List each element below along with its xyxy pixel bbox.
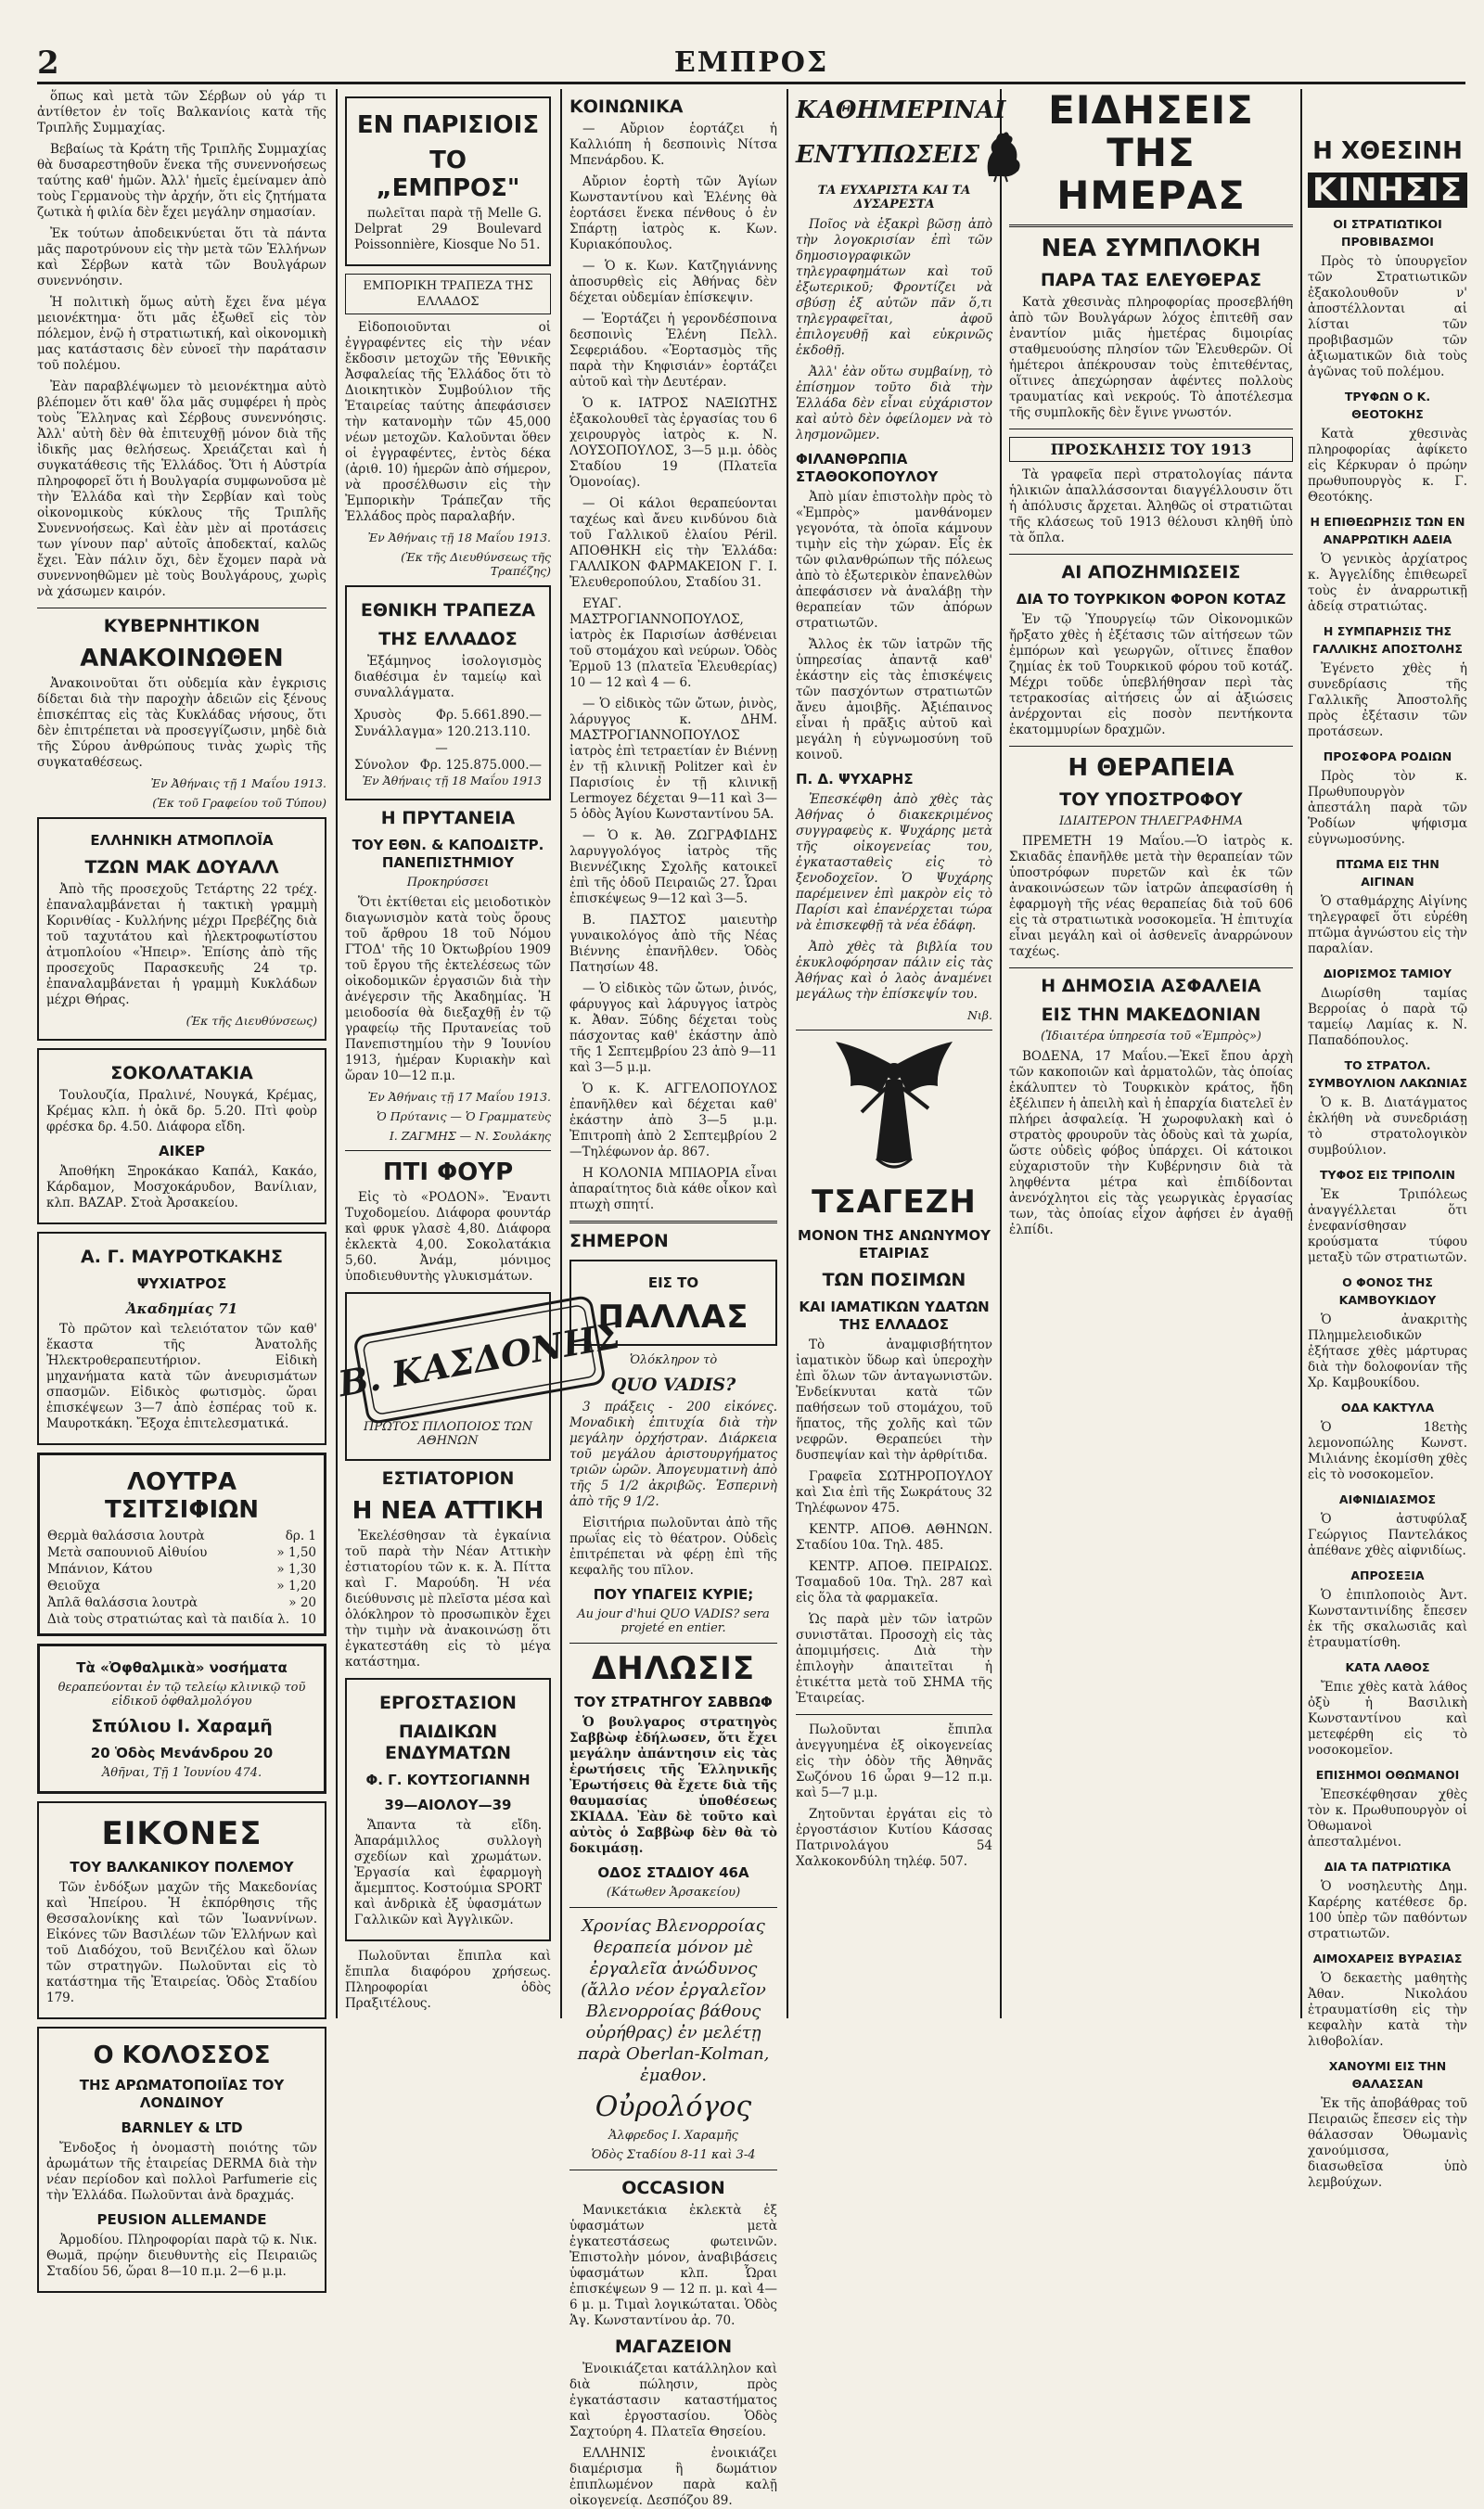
balance-row [354,757,542,774]
nbank-title-2: ΤΗΣ ΕΛΛΑΔΟΣ [378,629,518,649]
tsagezi-water-ad [796,1038,992,1707]
fact-title-2: ΠΑΙΔΙΚΩΝ ΕΝΔΥΜΑΤΩΝ [385,1722,511,1763]
steam-text: Ἀπὸ τῆς προσεχοῦς Τετάρτης 22 τρέχ. ἐπαναλαμβάνεται ἡ τακτικὴ γραμμὴ Κορινθίας - Κυλλήνης μέχρι Πρεβέζης διὰ τοῦ ταχυτάτου καὶ ἠλεκτροφωτίστου ἀτμοπλοίου «Ἠπειρ». Ἐπίσης ἀπὸ τῆς προσεχοῦς Παρασκευῆς 24 τρ. ἐπαναλαμβάνεται ἡ γραμμὴ Κυκλάδων μέχρι Θήρας. [46,882,317,1007]
compensation-title: ΑΙ ΑΠΟΖΗΜΙΩΣΕΙΣ [1061,562,1241,582]
divider [345,1150,551,1151]
perfume-ad [37,2027,326,2293]
gov-title-2: ΑΝΑΚΟΙΝΩΘΕΝ [80,645,284,672]
news-item-text: Ἐπεσκέφθησαν χθὲς τὸν κ. Πρωθυπουργὸν οἱ Ὀθωμανοὶ ἀπεσταλμένοι. [1308,1787,1467,1850]
paragraph: ὅπως καὶ μετὰ τῶν Σέρβων οὐ γάρ τι ἀντίθετον ἐν τοῖς Βαλκανίοις κατὰ τῆς Τριπλῆς Συμμαχίας. [37,89,326,135]
baths-ad [37,1453,326,1636]
news-item [1308,2057,1467,2191]
clash-title: ΝΕΑ ΣΥΜΠΛΟΚΗ [1041,235,1261,262]
gov-signature-2: (Ἐκ τοῦ Γραφείου τοῦ Τύπου) [152,796,326,810]
tsagezi-row: Γραφεῖα ΣΩΤΗΡΟΠΟΥΛΟΥ καὶ Σια ἐπὶ τῆς Σωκράτους 32 Τηλέφωνον 475. [796,1469,992,1516]
aiker-title: ΑΙΚΕΡ [158,1143,206,1159]
pryt-signature: Ἐν Ἀθήναις τῇ 17 Μαΐου 1913. [367,1090,551,1104]
social-item: ΕΥΑΓ. ΜΑΣΤΡΟΓΙΑΝΝΟΠΟΥΛΟΣ, ἰατρὸς ἐκ Παρισίων ἀσθένειαι τοῦ στομάχου καὶ νεύρων. Ὁδὸς Ἑρμοῦ 13 (πλατεῖα Ἐλευθερίας) 10 — 12 καὶ 4 — 6. [569,596,777,690]
bank-title: ΕΜΠΟΡΙΚΗ ΤΡΑΠΕΖΑ ΤΗΣ ΕΛΛΑΔΟΣ [345,274,551,314]
news-item-title: ΤΥΦΟΣ ΕΙΣ ΤΡΙΠΟΛΙΝ [1319,1168,1455,1182]
dentist-title: Α. Γ. ΜΑΥΡΟΤΚΑΚΗΣ [81,1247,283,1267]
pryt-title-2: ΤΟΥ ΕΘΝ. & ΚΑΠΟΔΙΣΤΡ. ΠΑΝΕΠΙΣΤΗΜΙΟΥ [352,837,544,871]
therapy-text: ΠΡΕΜΕΤΗ 19 Μαΐου.—Ὁ ἰατρὸς κ. Σκιαδᾶς ἐπανῆλθε μετὰ τὴν θεραπείαν τῶν ὑποστρόφων πυρετῶν καὶ ἐκ τῶν ἀνακοινώσεων τῶν ἰατρῶν ἀπεφασίσθη ἡ ἐφαρμογὴ τῆς νέας θεραπείας διὰ τοῦ 606 εἰς τὰ στρατιωτικὰ νοσοκομεῖα. Ἡ ἐπιτυχία εἶναι μεγάλη καὶ οἱ ἀσθενεῖς ἀναρρώνουν ταχέως. [1009,834,1293,959]
divider [1009,224,1293,227]
news-item-text: Ἔπιε χθὲς κατὰ λάθος ὀξὺ ἡ Βασιλικὴ Κωνσταντίνου καὶ μετεφέρθη εἰς τὸ νοσοκομεῖον. [1308,1680,1467,1758]
divider [569,1907,777,1908]
paragraph: Ἐκ τούτων ἀποδεικνύεται ὅτι τὰ πάντα μᾶς παροτρύνουν εἰς τὴν μετὰ τῶν Ἑλλήνων καὶ Σέρβων κατὰ τῶν Βουλγάρων συνεννόησιν. [37,226,326,288]
news-item-title: ΑΙΦΝΙΔΙΑΣΜΟΣ [1338,1492,1437,1506]
colossus-title: Ο ΚΟΛΟΣΣΟΣ [93,2042,271,2069]
security-title: Η ΔΗΜΟΣΙΑ ΑΣΦΑΛΕΙΑ [1041,976,1261,996]
pictures-title: ΕΙΚΟΝΕΣ [101,1815,262,1852]
four-title: ΠΤΙ ΦΟΥΡ [382,1158,514,1186]
news-item-text: Ἐγένετο χθὲς ἡ συνεδρίασις τῆς Γαλλικῆς Ἀποστολῆς πρὸς ἐξέτασιν τῶν προτάσεων. [1308,661,1467,739]
social-item: — Ὁ κ. Κων. Κατζηγιάννης ἀποσυρθεὶς εἰς Ἀθήνας δὲν δέχεται οὐδεμίαν ἐπίσκεψιν. [569,259,777,305]
gov-signature: Ἐν Ἀθήναις τῇ 1 Μαΐου 1913. [150,776,326,790]
paragraph: Βεβαίως τὰ Κράτη τῆς Τριπλῆς Συμμαχίας θὰ δυσαρεστηθοῦν ἕνεκα τῆς συνεννοήσεως ταύτης καθ' ἡμῶν. Ἀλλ' ἡμεῖς ἐμείναμεν ἀπὸ τοὺς Γερμανοὺς τὴν ἀρχήν, ὅτι εἰς ζητήματα ζωτικὰ ἡ φιλία δὲν ἔχει μεγάλην σημασίαν. [37,142,326,220]
news-item [1308,513,1467,615]
urologist-name: Ἀλφρεδος Ι. Χαραμῆς [608,2129,738,2143]
rest-title-2: Η ΝΕΑ ΑΤΤΙΚΗ [352,1497,544,1525]
kasdonis-stamp-logo [335,1309,624,1411]
pallas-title: ΠΑΛΛΑΣ [597,1299,749,1336]
news-item-text: Ὁ 18ετὴς λεμονοπώλης Κωνστ. Μιλιάνης ἐκομίσθη χθὲς εἰς τὸ νοσοκομεῖον. [1308,1420,1467,1482]
aiker-text: Ἀποθήκη Ξηροκάκαο Καπάλ, Κακάο, Κάρδαμον, Μοσχοκάρυδον, Βανίλιαν, κλπ. ΒΑΖΑΡ. Στοὰ Ἀρσακείου. [46,1164,317,1210]
decl-address-2: (Κάτωθεν Ἀρσακείου) [606,1886,741,1900]
bank-text: Εἰδοποιοῦνται οἱ ἐγγραφέντες εἰς τὴν νέαν ἔκδοσιν μετοχῶν τῆς Ἐθνικῆς Ἀσφαλείας τῆς Ἑλλάδος ὅτι τὸ Διοικητικὸν Συμβούλιον τῆς Ἑταιρείας ταύτης ἀπεφάσισεν τὴν κατανομὴν τῶν 45,000 νέων μετοχῶν. Καλοῦνται ὅθεν οἱ ἐγγραφέντες, ἐντὸς δέκα (ἀριθ. 10) ἡμερῶν ἀπὸ σήμερον, νὰ προσέλθωσιν εἰς τὴν Ἐμπορικὴν Τράπεζαν τῆς Ἑλλάδος πρὸς παραλαβήν. [345,320,551,524]
news-item-text: Ἐκ τῆς ἀποβάθρας τοῦ Πειραιῶς ἔπεσεν εἰς τὴν θάλασσαν Ὀθωμανὶς χανούμισσα, διασωθεῖσα ὑπὸ λεμβούχων. [1308,2096,1467,2190]
pryt-subtitle: Προκηρύσσει [406,876,490,890]
divider [1009,554,1293,555]
news-item-title: ΑΙΜΟΧΑΡΕΙΣ ΒΥΡΑΣΙΑΣ [1312,1952,1463,1965]
social-item: Β. ΠΑΣΤΟΣ μαιευτὴρ γυναικολόγος ἀπὸ τῆς Νέας Βιέννης ἐπανῆλθεν. Ὁδὸς Πατησίων 48. [569,913,777,975]
occasion-text: Μανικετάκια ἐκλεκτὰ ἐξ ὑφασμάτων μετὰ ἐγκατεστάσεως φωτεινῶν. Ἐπιστολὴν μόνον, ἀναβιβάσεις ὑφασμάτων κλπ. Ὧραι ἐπισκέψεων 9 — 12 π. μ. καὶ 4—6 μ. μ. Τιμαὶ λογικώταται. Ὁδὸς Ἁγ. Κωνσταντίνου ἀρ. 70. [569,2203,777,2328]
daily-banner: ΚΑΘΗΜΕΡΙΝΑΙ [796,96,1006,124]
impressions-paragraph: Ἀλλ' ἐὰν οὕτω συμβαίνῃ, τὸ ἐπίσημον τοῦτο διὰ τὴν Ἑλλάδα δὲν εἶναι εὐχάριστον καὶ αὐτὸ δὲν ὀφείλομεν νὰ τὸ λησμονῶμεν. [796,365,992,442]
store-text-2: ΕΛΛΗΝΙΣ ἐνοικιάζει διαμέρισμα ἢ δωμάτιον ἐπιπλωμένον παρὰ καλῇ οἰκογενείᾳ. Δεσπόζου 89. [569,2446,777,2508]
news-item-title: ΔΙΟΡΙΣΜΟΣ ΤΑΜΙΟΥ [1323,966,1452,980]
store-title: ΜΑΓΑΖΕΙΟΝ [614,2336,733,2357]
call-title: ΠΡΟΣΚΛΗΣΙΣ ΤΟΥ 1913 [1009,437,1293,462]
fact-title-3: Φ. Γ. ΚΟΥΤΣΟΓΙΑΝΝΗ [365,1772,531,1788]
news-item-title: Η ΣΥΜΠΑΡΗΣΙΣ ΤΗΣ ΓΑΛΛΙΚΗΣ ΑΠΟΣΤΟΛΗΣ [1312,624,1463,656]
price-value: » 1,30 [276,1562,316,1577]
divider [569,1221,777,1223]
stamp-subtitle: ΠΡΩΤΟΣ ΠΙΛΟΠΟΙΟΣ ΤΩΝ ΑΘΗΝΩΝ [364,1420,532,1448]
social-item: — Ὁ εἰδικὸς τῶν ὤτων, ῥινὸς, λάρυγγος κ. ΔΗΜ. ΜΑΣΤΡΟΓΙΑΝΝΟΠΟΥΛΟΣ ἰατρὸς ἐπὶ τετραετίαν ἐν Βιέννῃ ἐν τῇ κλινικῇ Politzer καὶ ἐν Παρισίοις ἐν τῇ κλινικῇ Lermoyez δέχεται 9—11 καὶ 3—5 ὁδὸς Ἁγίου Κωνσταντίνου 5Α. [569,697,777,822]
paris-ad [345,96,551,266]
price-name: Μπάνιον, Κάτου [47,1562,153,1577]
news-item-text: Ὁ σταθμάρχης Αἰγίνης τηλεγραφεῖ ὅτι εὑρέθη πτῶμα ἀγνώστου εἰς τὴν παραλίαν. [1308,894,1467,956]
nbank-title: ΕΘΝΙΚΗ ΤΡΑΠΕΖΑ [360,600,536,621]
social-item: Η ΚΟΛΟΝΙΑ ΜΠΙΑΟΡΙΑ εἶναι ἀπαραίτητος διὰ κάθε οἶκον καὶ πτωχὴ σπητί. [569,1166,777,1212]
news-item-text: Ὁ γενικὸς ἀρχίατρος κ. Ἀγγελίδης ἐπιθεωρεῖ τοὺς ἐν ἀναρρωτικῇ ἀδείᾳ στρατιώτας. [1308,552,1467,614]
compensation-text: Ἐν τῷ Ὑπουργείῳ τῶν Οἰκονομικῶν ἤρξατο χθὲς ἡ ἐξέτασις τῶν αἰτήσεων τῶν ἐμπόρων καὶ γεωργῶν, οἵτινες ἔπαθον ζημίας ἐκ τοῦ Τουρκικοῦ φόρου τοῦ κοτάζ. Μέχρι τοῦδε ὑπεβλήθησαν περὶ τὰς τετρακοσίας αἰτήσεις ὧν αἱ ἀξιώσεις ἀνέρχονται εἰς ποσὸν πεντήκοντα ἑκατομμυρίων δραχμῶν. [1009,612,1293,737]
pallas-pre: ΕΙΣ ΤΟ [647,1274,699,1291]
store-ad [569,2336,777,2509]
column-3 [569,89,777,2508]
news-item-title: Ο ΦΟΝΟΣ ΤΗΣ ΚΑΜΒΟΥΚΙΔΟΥ [1338,1275,1437,1307]
news-item-text: Πρὸς τὸ ὑπουργεῖον τῶν Στρατιωτικῶν ἐξακολουθοῦν ν' ἀποστέλλονται αἱ λίσται τῶν προβιβασμῶν τῶν ἀξιωματικῶν διὰ τοὺς ἀγῶνας τοῦ πολέμου. [1308,254,1467,379]
stamp-name: Β. ΚΑΣΔΟΝΗΣ [335,1313,624,1405]
price-value: δρ. 1 [285,1529,316,1543]
balance-row [354,723,542,757]
pryt-text: Ὅτι ἐκτίθεται εἰς μειοδοτικὸν διαγωνισμὸν κατὰ τοὺς ὅρους τοῦ ἄρθρου 18 τοῦ Νόμου ΓΤΟΔ' τῆς 10 Ὀκτωβρίου 1909 τοῦ ἔργου τῆς ἐκτελέσεως τῶν οἰκοδομικῶν ἐργασιῶν διὰ τὴν ἀνέγερσιν τῆς Ἀκαδημίας. Ἡ μειοδοσία θὰ διεξαχθῇ ἐν τῷ γραφείῳ τῆς Πρυτανείας τοῦ Πανεπιστημίου τὴν 9 Ἰουνίου 1913, ἡμέραν Κυριακὴν καὶ ὥραν 10—12 π.μ. [345,895,551,1083]
pallas-theatre-ad [569,1231,777,1635]
price-name: Θειοῦχα [47,1579,100,1594]
security-title-2: ΕΙΣ ΤΗΝ ΜΑΚΕΔΟΝΙΑΝ [1041,1005,1261,1025]
steamship-ad [37,817,326,1041]
security-text: ΒΟΔΕΝΑ, 17 Μαΐου.—Ἐκεῖ ἔπου ἀρχὴ τῶν κακοποιῶν καὶ ἀρματολῶν, τὰς ὁποίας ἐκάλυπτεν τὸ Τουρκικὸν κράτος, ἤδη ἐξέλιπεν ἡ ἀπειλὴ καὶ ἡ ἐπαρχία διατελεῖ ἐν πλήρει ἀσφαλείᾳ. Ἡ χωροφυλακὴ καὶ ὁ στρατὸς φρουροῦν τὰς ὁδοὺς καὶ τὰ χωρία, ὥστε οὐδεὶς φόβος ὑπάρχει. Οἱ κάτοικοι εὐχαριστοῦν τὴν Κυβέρνησιν διὰ τὰ ληφθέντα μέτρα καὶ ἐπιδίδονται ἀνενόχλητοι εἰς τὰς γεωργικὰς ἐργασίας των, τὰς ὁποίας εἶχον ἀφήσει ἐν ἀγαθῇ ἐλπίδι. [1009,1049,1293,1237]
tsagezi-title-3: ΤΩΝ ΠΟΣΙΜΩΝ [822,1270,966,1290]
news-item-title: ΟΔΑ ΚΑΚΤΥΛΑ [1340,1401,1435,1415]
balance-value: » 120.213.110.— [435,724,531,756]
news-item [1308,748,1467,848]
news-banner: ΕΙΔΗΣΕΙΣ ΤΗΣ ΗΜΕΡΑΣ [1048,87,1254,218]
colossus-text: Ἔνδοξος ἡ ὀνομαστὴ ποιότης τῶν ἀρωμάτων τῆς ἑταιρείας DERMA διὰ τὴν νέαν περίοδον καὶ πολλοὶ Parfumerie εἰς τὴν Ἑλλάδα. Πωλοῦνται ἀνὰ δραχμάς. [46,2141,317,2203]
paragraph: Ἐὰν παραβλέψωμεν τὸ μειονέκτημα αὐτὸ βλέπομεν ὅτι καθ' ὅλα μᾶς συμφέρει ἡ πρὸς τοὺς Ἕλληνας καὶ Σέρβους συνεννόησις. Ἀλλ' αὐτὴ δὲν θὰ ἐπιτευχθῇ μόνον διὰ τῆς ἰδικῆς μας θελήσεως. Χρειάζεται καὶ ἡ συγκατάθεσις τῆς Ἑλλάδος. Ὅτι ἡ Αὐστρία πληροφορεῖ ὅτι ἡ Βουλγαρία συμφωνοῦσα μὲ τὴν Ἑλλάδα καὶ τὴν Σερβίαν καὶ τοὺς οἰκονομικοὺς κύκλους τῆς Τριπλῆς Συνεννοήσεως. Καὶ ἐὰν μὲν αἱ προτάσεις των γίνουν παρ' αὐτοῖς ἀποδεκταί, καλῶς ἔχει. Ἐὰν πάλιν ὄχι, δὲν ἔχομεν παρὰ νὰ συνεννοηθῶμεν μὲ τοὺς Βουλγάρους, χωρὶς νὰ χάσωμεν καιρόν. [37,379,326,599]
column-rule [1000,89,1002,2018]
bank-signature: Ἐν Ἀθήναις τῇ 18 Μαΐου 1913. [367,531,551,544]
social-item: Αὔριον ἑορτὴ τῶν Ἁγίων Κωνσταντίνου καὶ Ἑλένης θὰ ἑορτάσει ἕνεκα πένθους ὁ ἐν Σπάρτῃ ἰατρὸς κ. Κων. Κυριακόπουλος. [569,174,777,252]
pictures-ad [37,1801,326,2019]
social-item: — Οἱ κάλοι θεραπεύονται ταχέως καὶ ἄνευ κινδύνου διὰ τοῦ Γαλλικοῦ ἐλαίου Péril. ΑΠΟΘΗΚΗ εἰς τὴν Ἑλλάδα: ΓΑΛΛΙΚΟΝ ΦΑΡΜΑΚΕΙΟΝ Γ. Ι. Ἐλευθεροπούλου, Σταδίου 31. [569,496,777,590]
news-item [1308,1274,1467,1391]
social-item: — Ὁ εἰδικὸς τῶν ὤτων, ῥινός, φάρυγγος καὶ λάρυγγος ἰατρὸς κ. Ἀθαν. Ξύδης δέχεται τοὺς πάσχοντας καθ' ἑκάστην ἀπὸ τῆς 1 Σεπτεμβρίου 23 ἀπὸ 9—11 καὶ 3—5 μ.μ. [569,981,777,1075]
baths-title: ΛΟΥΤΡΑ ΤΣΙΤΣΙΦΙΩΝ [105,1468,259,1524]
brand-text: Ἀρμοδίου. Πληροφορίαι παρὰ τῷ κ. Νικ. Θωμᾶ, πρῴην διευθυντὴς εἰς Πειραιῶς Σταδίου 56, ὥραι 8—10 π.μ. 2—6 μ.μ. [46,2233,317,2279]
compensation-title-2: ΔΙΑ ΤΟ ΤΟΥΡΚΙΚΟΝ ΦΟΡΟΝ ΚΟΤΑΖ [1016,591,1286,608]
column-5 [1009,89,1293,2018]
classified-text: Πωλοῦνται ἔπιπλα ἀνεγγυημένα ἐξ οἰκογενείας εἰς τὴν ὁδὸν τῆς Ἀθηνᾶς Σωζόνου 16 ὧραι 9—12 π.μ. καὶ 5—7 μ.μ. [796,1722,992,1800]
urologist-ad [569,1915,777,2162]
choc-text: Τουλουζία, Πραλινέ, Νουγκά, Κρέμας, Κρέμας κλπ. ἡ ὀκᾶ δρ. 5.20. Πτὶ φοὺρ φρέσκα δρ. 4.50. Διάφορα εἴδη. [46,1088,317,1134]
colossus-title-3: BARNLEY & LTD [121,2119,243,2136]
pallas-question: ΠΟΥ ΥΠΑΓΕΙΣ ΚΥΡΙΕ; [593,1586,754,1603]
news-item-title: ΑΠΡΟΣΕΞΙΑ [1350,1568,1425,1582]
price-value: » 1,20 [276,1579,316,1594]
choc-title: ΣΟΚΟΛΑΤΑΚΙΑ [110,1063,253,1083]
rest-text: Ἐκελέσθησαν τὰ ἐγκαίνια τοῦ παρὰ τὴν Νέαν Αττικὴν ἐστιατορίου τῶν κ. κ. Ἀ. Πίττα καὶ Γ. Μαρούδη. Ἡ νέα διεύθυνσις μὲ πλεῖστα μέσα καὶ ὁλόκληρον τὸ προσωπικὸν ἔχει τὴν τιμὴν νὰ ἀνακοινώσῃ ὅτι ἐγκατεστάθη εἰς τὸ μέγα κατάστημα. [345,1529,551,1670]
fact-address: 39—ΑΙΟΛΟΥ—39 [384,1797,512,1813]
impressions-header [796,128,992,182]
eye-signature: Ἀθῆναι, Τῇ 1 Ἰουνίου 474. [101,1766,262,1780]
news-item [1308,965,1467,1049]
psycharis-title: Π. Δ. ΨΥΧΑΡΗΣ [796,771,914,787]
news-item [1308,855,1467,957]
news-item [1308,1858,1467,1942]
decl-address: ΟΔΟΣ ΣΤΑΔΙΟΥ 46Α [597,1864,749,1881]
clothing-factory-ad [345,1678,551,1941]
balance-name: Σύνολον [354,758,409,773]
news-item-text: Κατὰ χθεσινὰς πληροφορίας ἀφίκετο εἰς Κέρκυραν ὁ πρώην πρωθυπουργὸς κ. Γ. Θεοτόκης. [1308,427,1467,505]
movement-title-2: ΚΙΝΗΣΙΣ [1308,173,1467,208]
pictures-title-2: ΤΟΥ ΒΑΛΚΑΝΙΚΟΥ ΠΟΛΕΜΟΥ [70,1859,294,1875]
divider [1009,967,1293,968]
price-row [47,1561,316,1578]
news-item-text: Ὁ δεκαετὴς μαθητὴς Ἀθαν. Νικολάου ἐτραυματίσθη εἰς τὴν κεφαλὴν κατὰ τὴν λιθοβολίαν. [1308,1971,1467,2049]
tsagezi-row: ΚΕΝΤΡ. ΑΠΟΘ. ΑΘΗΝΩΝ. Σταδίου 10α. Τηλ. 485. [796,1522,992,1553]
price-row [47,1594,316,1611]
pryt-title: Η ΠΡΥΤΑΝΕΙΑ [380,808,516,828]
column-6 [1308,89,1467,2190]
divider [796,1714,992,1715]
column-rule [1300,89,1302,2018]
brand-name: PEUSION ALLEMANDE [96,2211,267,2228]
price-value: 10 [300,1612,316,1627]
news-item-title: ΧΑΝΟΥΜΙ ΕΙΣ ΤΗΝ ΘΑΛΑΣΣΑΝ [1328,2059,1447,2091]
price-name: Θερμὰ θαλάσσια λουτρὰ [47,1529,205,1543]
therapy-subtitle: ΙΔΙΑΙΤΕΡΟΝ ΤΗΛΕΓΡΑΦΗΜΑ [1059,814,1243,828]
social-item: Ὁ κ. ΙΑΤΡΟΣ ΝΑΞΙΩΤΗΣ ἐξακολουθεῖ τὰς ἐργασίας του 6 χειρουργὸς ἰατρὸς κ. Ν. ΛΟΥΣΟΠΟΥΛΟΣ, 3—5 μ.μ. ὁδὸς Σταδίου 19 (Πλατεῖα Ὁμονοίας). [569,396,777,490]
news-item-title: ΤΟ ΣΤΡΑΤΟΛ. ΣΥΜΒΟΥΛΙΟΝ ΛΑΚΩΝΙΑΣ [1308,1058,1467,1090]
occasion-ad [569,2178,777,2329]
eye-address: 20 Ὁδὸς Μενάνδρου 20 [90,1745,274,1761]
decl-title: ΔΗΛΩΣΙΣ [591,1650,756,1687]
rest-title: ΕΣΤΙΑΤΟΡΙΟΝ [381,1468,515,1489]
hatmaker-ad [335,1292,624,1461]
urologist-title: Οὐρολόγος [595,2091,752,2123]
column-rule [560,89,562,2018]
column-1 [37,89,326,2279]
news-item-text: Διωρίσθη ταμίας Βερροίας ὁ παρὰ τῷ ταμείῳ Λαμίας κ. Ν. Παπαδόπουλος. [1308,986,1467,1048]
balance-value: Φρ. 5.661.890.— [435,708,542,723]
gov-title: ΚΥΒΕΡΝΗΤΙΚΟΝ [103,616,261,636]
gov-text: Ἀνακοινοῦται ὅτι οὐδεμία κὰν ἐγκρισις δίδεται διὰ τὴν παροχὴν ἀδειῶν εἰς ξένους ἐπισκέπτας εἰς τὰς Κυκλάδας νήσους, ὅτι δὲν ἐπιτρέπεται νὰ προσεγγίζωσιν, μηδὲ διὰ τῆς Σύρου ἀνθρώπους τινὰς χωρὶς τῆς συγκαταθέσεως. [37,676,326,770]
news-item [1308,622,1467,740]
tsagezi-title-4: ΚΑΙ ΙΑΜΑΤΙΚΩΝ ΥΔΑΤΩΝ ΤΗΣ ΕΛΛΑΔΟΣ [799,1299,990,1333]
masthead [37,45,1465,84]
decl-title-2: ΤΟΥ ΣΤΡΑΤΗΓΟΥ ΣΑΒΒΩΦ [574,1694,773,1710]
clash-title-2: ΠΑΡΑ ΤΑΣ ΕΛΕΥΘΕΡΑΣ [1040,270,1262,290]
nbank-signature: Ἐν Ἀθήναις τῇ 18 Μαΐου 1913 [362,774,542,787]
news-item-text: Ὁ νοσηλευτὴς Δημ. Καρέρης κατέθεσε δρ. 100 ὑπὲρ τῶν παθόντων στρατιωτῶν. [1308,1879,1467,1941]
page-number: 2 [37,45,59,82]
urologist-address: Ὁδὸς Σταδίου 8-11 καὶ 3-4 [591,2148,756,2162]
today-title: ΣΗΜΕΡΟΝ [569,1231,669,1251]
philanthropy-title: ΦΙΛΑΝΘΡΩΠΙΑ ΣΤΑΘΟΚΟΠΟΥΛΟΥ [796,451,939,485]
social-title: ΚΟΙΝΩΝΙΚΑ [569,96,684,117]
chocolate-ad [37,1048,326,1224]
gov-announcement [37,616,326,810]
classified-text: Ζητοῦνται ἐργάται εἰς τὸ ἐργοστάσιον Κυτίου Κάσσας Πατρινολάγου 54 Χαλκοκονδύλη τηλέφ. 507. [796,1807,992,1869]
news-item [1308,1166,1467,1266]
winged-angel-illustration [825,1038,964,1177]
news-item-text: Πρὸς τὸν κ. Πρωθυπουργὸν ἀπεστάλη παρὰ τῶν Ῥοδίων ψήφισμα εὐγνωμοσύνης. [1308,769,1467,847]
nbank-text: Ἐξάμηνος ἰσολογισμὸς διαθέσιμα ἐν ταμείῳ καὶ συναλλάγματα. [354,654,542,700]
news-item-title: ΠΤΩΜΑ ΕΙΣ ΤΗΝ ΑΙΓΙΝΑΝ [1336,857,1439,889]
philanthropy-paragraph: Ἀπὸ μίαν ἐπιστολὴν πρὸς τὸ «Ἐμπρὸς» μανθάνομεν γεγονότα, τὰ ὁποῖα κάμνουν τιμὴν εἰς τὴν χώραν. Εἷς ἐκ τῶν φιλανθρώπων τῆς πόλεως ἀπὸ τὸ ἐξωτερικὸν ἐπανελθὼν ἀπεφάσισεν νὰ ἀναλάβῃ τὴν θεραπείαν τῶν ἀπόρων στρατιωτῶν. [796,490,992,631]
tsagezi-text: Τὸ ἀναμφισβήτητον ἰαματικὸν ὕδωρ καὶ ὑπεροχὴν ἐπὶ ὅλων τῶν ἀνταγωνιστῶν. Ἐνδείκνυται κατὰ τῶν παθήσεων τοῦ στομάχου, τοῦ ἥπατος, τῆς χολῆς καὶ τῶν νεφρῶν. Θεραπεύει τὴν δυσπεψίαν καὶ τὴν ἀρθρίτιδα. [796,1338,992,1463]
price-row [47,1528,316,1544]
news-item-title: Η ΕΠΙΘΕΩΡΗΣΙΣ ΤΩΝ ΕΝ ΑΝΑΡΡΩΤΙΚΗ ΑΔΕΙΑ [1310,515,1465,546]
tsagezi-text-2: Ὡς παρὰ μὲν τῶν ἰατρῶν συνιστᾶται. Προσοχὴ εἰς τὰς ἀπομιμήσεις. Διὰ τὴν ἐπιλογὴν ἀπαιτεῖται ἡ ἐτικέττα μετὰ τοῦ ΣΗΜΑ τῆς Ἐταιρείας. [796,1612,992,1706]
balance-name: Συνάλλαγμα [354,724,436,739]
price-value: » 20 [288,1595,316,1610]
impressions-subtitle: ΤΑ ΕΥΧΑΡΙΣΤΑ ΚΑΙ ΤΑ ΔΥΣΑΡΕΣΤΑ [817,184,971,211]
steam-title-2: ΤΖΩΝ ΜΑΚ ΔΟΥΑΛΛ [84,857,279,877]
clash-text: Κατὰ χθεσινὰς πληροφορίας προσεβλήθη ἀπὸ τῶν Βουλγάρων λόχος ἐπιτεθῆ σαν ἐναντίον μιᾶς ἡμετέρας διμοιρίας σταθμευούσης πλησίον τῶν Ἐλευθερῶν. Οἱ ἡμέτεροι ἀπέκρουσαν τοὺς ἐπιτεθέντας, οἵτινες ἀπεχώρησαν ἀφέντες πολλοὺς τραυματίας καὶ νεκρούς. Τὸ ἀποτέλεσμα τῆς συμπλοκῆς δὲν ἔγινε γνωστόν. [1009,295,1293,420]
news-item [1308,1658,1467,1759]
price-name: Μετὰ σαπουνιοῦ Αἰθυίου [47,1545,208,1560]
newspaper-title: ΕΜΠΡΟΣ [673,46,829,79]
news-item [1308,1056,1467,1158]
pallas-subtitle: Ὁλόκληρον τὸ [629,1353,718,1367]
steam-signature: (Ἐκ τῆς Διευθύνσεως) [186,1014,317,1028]
news-item-title: ΤΡΥΦΩΝ Ο Κ. ΘΕΟΤΟΚΗΣ [1344,390,1431,421]
price-row [47,1578,316,1594]
bank-signature-2: (Ἐκ τῆς Διευθύνσεως τῆς Τραπέζης) [401,550,551,578]
price-value: » 1,50 [276,1545,316,1560]
philanthropy-paragraph: Ἄλλος ἐκ τῶν ἰατρῶν τῆς ὑπηρεσίας ἀπαντᾷ καθ' ἑκάστην εἰς τὰς ἐπισκέψεις τῶν πασχόντων στρατιωτῶν ἄνευ ἀμοιβῆς. Ἀξιέπαινος εἶναι ἡ πρᾶξις αὐτοῦ καὶ μεγάλη ἡ εὐγνωμοσύνη τοῦ κοινοῦ. [796,637,992,762]
four-text: Εἰς τὸ «ΡΟΔΟΝ». Ἔναντι Τυχοδομείου. Διάφορα φουντάρ καὶ φρυκ γλασὲ 4,80. Διάφορα ἐκλεκτὰ 4,00. Σοκολατάκια 5,60. Ἀνάμ, μόνιμος ὑποδιευθυντὴς γλυκισμάτων. [345,1190,551,1284]
news-item-title: ΟΙ ΣΤΡΑΤΙΩΤΙΚΟΙ ΠΡΟΒΙΒΑΣΜΟΙ [1333,217,1442,249]
store-text: Ἐνοικιάζεται κατάλληλον καὶ διὰ πώλησιν, πρὸς ἐγκατάστασιν καταστήματος καὶ ἐργοστασίου. Ὁδὸς Σαχτούρη 4. Πλατεῖα Θησείου. [569,2362,777,2439]
pallas-box [569,1260,777,1346]
colossus-title-2: ΤΗΣ ΑΡΩΜΑΤΟΠΟΙΪΑΣ ΤΟΥ ΛΟΝΔΙΝΟΥ [79,2077,285,2111]
eye-title: Τὰ «Ὀφθαλμικὰ» νοσήματα [76,1659,288,1676]
impressions-title: ΕΝΤΥΠΩΣΕΙΣ [796,141,979,169]
column-4 [796,89,1006,2018]
psycharis-paragraph: Ἀπὸ χθὲς τὰ βιβλία του ἐκυκλοφόρησαν πάλιν εἰς τὰς Ἀθήνας καὶ ὁ λαὸς ἀναμένει μεγάλως τὴν ἐπίσκεψίν του. [796,940,992,1002]
divider [1009,746,1293,747]
news-item [1308,388,1467,506]
dentist-subtitle: ΨΥΧΙΑΤΡΟΣ [136,1275,227,1292]
pictures-text: Τῶν ἐνδόξων μαχῶν τῆς Μακεδονίας καὶ Ἠπείρου. Ἡ ἐκπόρθησις τῆς Θεσσαλονίκης καὶ τῶν Ἰωαννίνων. Εἰκόνες τῶν Βασιλέων τῶν Ἑλλήνων καὶ τοῦ Διαδόχου, τοῦ Βενιζέλου καὶ ὅλων τῶν στρατηγῶν. Πωλοῦνται εἰς τὸ κατάστημα τῆς Ἐταιρείας. Ὁδὸς Σταδίου 179. [46,1880,317,2005]
balance-name: Χρυσὸς [354,708,402,723]
pallas-text-2: Εἰσιτήρια πωλοῦνται ἀπὸ τῆς πρωΐας εἰς τὸ θέατρον. Οὐδεὶς ἐπιτρέπεται νὰ φέρῃ ἐπὶ τῆς κεφαλῆς του πῖλον. [569,1516,777,1578]
social-item: — Αὔριον ἑορτάζει ἡ Καλλιόπη ἡ δεσποινὶς Νίτσα Μπενάρδου. Κ. [569,122,777,168]
pryt-signature-2: Ὁ Πρύτανις — Ὁ Γραμματεὺς [377,1109,551,1123]
news-item-text: Ὁ ἀνακριτὴς Πλημμελειοδικῶν ἐξήτασε χθὲς μάρτυρας διὰ τὴν δολοφονίαν τῆς Χρ. Καμβουκίδου. [1308,1312,1467,1390]
movement-title: Η ΧΘΕΣΙΝΗ [1312,137,1463,165]
decl-text: Ὁ βουλγαρος στρατηγὸς Σαββὼφ ἐδήλωσεν, ὅτι ἔχει μεγάλην ἀπάντησιν εἰς τὰς ἐρωτήσεις τῆς Ἑλληνικῆς Ἐρωτήσεις θὰ ἔχετε διὰ τῆς θαυμασίας ὑποθέσεως ΣΚΙΑΔΑ. Ἐὰν δὲ τοῦτο καὶ αὐτὸς ὁ Σαββὼφ δὲν θὰ τὸ δοκιμάσῃ. [569,1715,777,1856]
tsagezi-title: ΤΣΑΓΕΖΗ [812,1184,977,1221]
price-row [47,1544,316,1561]
price-name: Ἀπλᾶ θαλάσσια λουτρὰ [47,1595,198,1610]
pallas-text: 3 πράξεις - 200 εἰκόνες. Μοναδικὴ ἐπιτυχία διὰ τὴν μεγάλην ὀρχήστραν. Διάρκεια τοῦ μεγάλου ἀριστουργήματος τριῶν ὡρῶν. Ἀπογευματινὴ ἀπὸ τῆς 5 1/2 ἀκριβῶς. Ἑσπερινὴ ἀπὸ τῆς 9 1/2. [569,1400,777,1509]
price-row [47,1611,316,1628]
divider [569,1643,777,1644]
price-name: Διὰ τοὺς στρατιώτας καὶ τὰ παιδία λ. [47,1612,290,1627]
fact-title: ΕΡΓΟΣΤΑΣΙΟΝ [379,1693,517,1713]
call-text: Τὰ γραφεῖα περὶ στρατολογίας πάντα ἡλικιῶν ἀπαλλάσσονται διαγγέλλουσιν ὅτι ἡ ἀπόλυσις ἄρχεται. Ἀληθῶς οἱ στρατιῶται τῆς κλάσεως τοῦ 1913 θέλουσι κληθῆ ὑπὸ τὰ ὅπλα. [1009,467,1293,545]
news-item-text: Ὁ κ. Β. Διατάγματος ἐκλήθη νὰ συνεδριάσῃ τὸ στρατολογικὸν συμβούλιον. [1308,1095,1467,1158]
therapy-title: Η ΘΕΡΑΠΕΙΑ [1068,754,1235,782]
dentist-text: Τὸ πρῶτον καὶ τελειότατον τῶν καθ' ἕκαστα τῆς Ἀνατολῆς Ἠλεκτροθεραπευτήριον. Εἰδικὴ μηχανήματα κατὰ τῶν ἀνευρισμάτων σπασμῶν. Εἰδικὸς φωτισμὸς. ὥραι ἐπισκέψεων 3—7 ἀπὸ ἑσπέρας τοῦ κ. Μαυροτκάκη. Ἔξοχα ἐπιτελεσματικά. [46,1322,317,1431]
commercial-bank-notice [345,274,551,578]
doctor-ad [37,1232,326,1445]
pallas-french: Au jour d'hui QUO VADIS? sera projeté en entier. [577,1607,770,1635]
news-item-title: ΠΡΟΣΦΟΡΑ ΡΟΔΙΩΝ [1323,749,1452,763]
impressions-paragraph: Ποῖος νὰ ἐξακρὶ βῶσῃ ἀπὸ τὴν λογοκρισίαν ἐπὶ τῶν δημοσιογραφικῶν τηλεγραφημάτων καὶ τοῦ ἐξωτερικοῦ; Φροντίζει νὰ σβύσῃ ἐξ αὐτῶν πᾶν ὅ,τι τηλεγραφεῖται, ἀφοῦ ἐπιλογευθῇ καὶ εὐκρινῶς ἐκδοθῇ. [796,217,992,358]
national-bank-notice [345,585,551,800]
news-item-text: Ὁ ἀστυφύλαξ Γεώργιος Παντελάκος ἀπέθανε χθὲς αἰφνιδίως. [1308,1512,1467,1558]
therapy-title-2: ΤΟΥ ΥΠΟΣΤΡΟΦΟΥ [1059,789,1243,810]
news-item-text: Ἐκ Τριπόλεως ἀναγγέλλεται ὅτι ἐνεφανίσθησαν κρούσματα τύφου μεταξὺ τῶν στρατιωτῶν. [1308,1187,1467,1265]
tsagezi-title-2: ΜΟΝΟΝ ΤΗΣ ΑΝΩΝΥΜΟΥ ΕΤΑΙΡΙΑΣ [798,1227,991,1261]
article-continuation [37,89,326,600]
social-item: — Ὁ κ. Ἀθ. ΖΩΓΡΑΦΙΔΗΣ λαρυγγολόγος ἰατρὸς τῆς Βιεννέζικης Σχολῆς κατοικεῖ ἐπὶ τῆς ὁδοῦ Πειραιῶς 27. Ὧραι ἐπισκέψεως 9—12 καὶ 3—5. [569,828,777,906]
fact-text: Ἄπαντα τὰ εἴδη. Ἀπαράμιλλος συλλογὴ σχεδίων καὶ χρωμάτων. Ἐργασία καὶ ἐφαρμογὴ ἄμεμπτος. Κοστούμια SPORT καὶ ἀνδρικὰ ἐξ ὑφασμάτων Γαλλικῶν καὶ Ἀγγλικῶν. [354,1818,542,1927]
author-signature: Νιβ. [966,1008,992,1022]
news-item-title: ΔΙΑ ΤΑ ΠΑΤΡΙΩΤΙΚΑ [1324,1860,1452,1874]
balance-row [354,707,542,723]
news-item [1308,1399,1467,1483]
dentist-address: Ἀκαδημίας 71 [125,1300,238,1317]
paris-title-2: ΤΟ „ΕΜΠΡΟΣ" [376,147,520,202]
petit-four-ad [345,1158,551,1285]
eye-text: θεραπεύονται ἐν τῷ τελείῳ κλινικῷ τοῦ εἰδικοῦ ὀφθαλμολόγου [58,1681,306,1709]
steam-title: ΕΛΛΗΝΙΚΗ ΑΤΜΟΠΛΟΪΑ [90,832,274,849]
university-notice [345,808,551,1143]
social-item: — Ἑορτάζει ἡ γερονδέσποινα δεσποινὶς Ἑλένη Πελλ. Σεφεριάδου. «Ἑορτασμὸς τῆς παρὰ τὴν Κηφισιάν» ἑορτάζει αὐτοῦ καὶ τὴν Δευτέραν. [569,312,777,390]
psycharis-paragraph: Ἐπεσκέφθη ἀπὸ χθὲς τὰς Ἀθήνας ὁ διακεκριμένος συγγραφεὺς κ. Ψυχάρης μετὰ τῆς οἰκογενείας του, ἐγκατασταθεὶς εἰς τὸ ξενοδοχεῖον. Ὁ Ψυχάρης παρέμεινεν ἐπὶ μακρὸν εἰς τὸ Παρίσι καὶ ἐπανέρχεται τώρα νὰ ἐπισκεφθῇ τὰ νέα ἐδάφη. [796,792,992,933]
declaration-ad [569,1651,777,1900]
news-item [1308,1491,1467,1559]
news-item-title: ΕΠΙΣΗΜΟΙ ΟΘΩΜΑΝΟΙ [1315,1768,1460,1782]
restaurant-ad [345,1468,551,1671]
occasion-title: OCCASION [621,2178,725,2198]
balance-value: Φρ. 125.875.000.— [419,758,542,773]
column-rule [787,89,788,2018]
news-item [1308,1766,1467,1850]
news-item [1308,1567,1467,1651]
news-item [1308,1950,1467,2050]
news-item [1308,215,1467,380]
social-item: Ὁ κ. Κ. ΑΓΓΕΛΟΠΟΥΛΟΣ ἐπανῆλθεν καὶ δέχεται καθ' ἑκάστην ἀπὸ 3—5 μ.μ. Ἐπιτροπὴ ἀπὸ 2 Σεπτεμβρίου 2—Τηλέφωνον ἀρ. 867. [569,1082,777,1159]
tsagezi-row: ΚΕΝΤΡ. ΑΠΟΘ. ΠΕΙΡΑΙΩΣ. Τσαμαδοῦ 10α. Τηλ. 287 καὶ εἰς ὅλα τὰ φαρμακεῖα. [796,1559,992,1606]
news-item-title: ΚΑΤΑ ΛΑΘΟΣ [1345,1660,1430,1674]
news-item-text: Ὁ ἐπιπλοποιὸς Ἀντ. Κωνσταντινίδης ἔπεσεν ἐκ τῆς σκαλωσιᾶς καὶ ἐτραυματίσθη. [1308,1588,1467,1650]
security-subtitle: (Ἰδιαιτέρα ὑπηρεσία τοῦ «Ἐμπρὸς») [1041,1030,1261,1043]
gonorrhea-text: Χρονίας Βλενορροίας θεραπεία μόνον μὲ ἐργαλεῖα ἀνώδυνος (ἄλλο νέον ἐργαλεῖον Βλενορροίας βάθους οὐρήθρας) ἐν μελέτῃ παρὰ Oberlan-Kolman, ἐμαθον. [577,1916,770,2085]
paris-title: ΕΝ ΠΑΡΙΣΙΟΙΣ [356,111,540,139]
paragraph: Ἡ πολιτικὴ ὅμως αὐτὴ ἔχει ἕνα μέγα μειονέκτημα· ὅτι μᾶς ἐξωθεῖ εἰς τὸν πόλεμον, ἐνῷ ἡ στρατιωτική, καὶ οἰκονομικὴ μας κατάστασις δὲν εὐνοεῖ τὴν παράτασιν τοῦ πολέμου. [37,295,326,373]
eye-clinic-ad [37,1644,326,1794]
classified-text: Πωλοῦνται ἔπιπλα καὶ ἔπιπλα διαφόρου χρήσεως. Πληροφορίαι ὁδὸς Πραξιτέλους. [345,1949,551,2011]
eye-name: Σπύλιου Ι. Χαραμῆ [91,1716,273,1736]
paris-text: πωλεῖται παρὰ τῇ Melle G. Delprat 29 Boulevard Poissonnière, Kiosque No 51. [354,206,542,252]
pryt-signature-3: Ι. ΖΑΓΜΗΣ — Ν. Σουλάκης [389,1129,551,1143]
column-rule [336,89,338,2018]
pallas-film: QUO VADIS? [610,1375,736,1395]
